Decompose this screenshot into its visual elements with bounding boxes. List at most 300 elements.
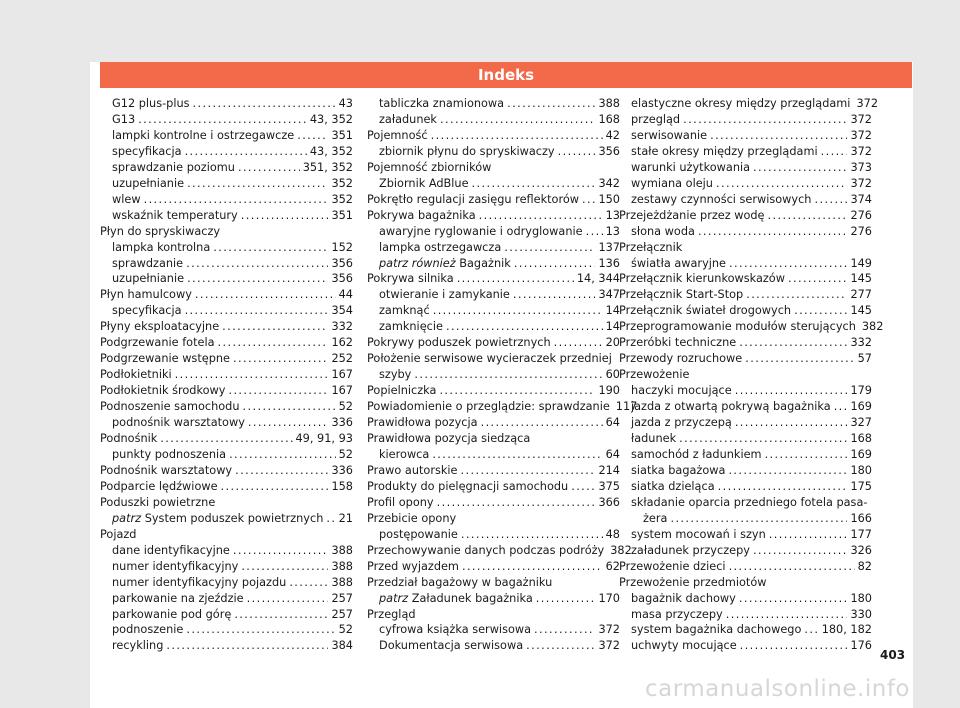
index-entry <box>100 112 353 128</box>
index-entry-label <box>379 591 533 607</box>
index-entry <box>100 415 353 431</box>
index-entry <box>367 256 620 272</box>
index-entry-text: Poduszki powietrzne <box>100 495 216 509</box>
index-entry-label <box>367 576 552 589</box>
index-entry-label <box>631 638 737 654</box>
index-entry-page: 351 <box>331 128 353 142</box>
index-entry <box>100 575 353 591</box>
index-entry <box>367 367 620 383</box>
index-entry-page: 257 <box>331 591 353 605</box>
index-entry-label <box>112 271 184 287</box>
dot-leader <box>235 463 328 479</box>
index-entry-page: 327 <box>850 416 872 430</box>
index-entry-page: 326 <box>850 543 872 557</box>
index-entry-text: sprawdzanie <box>112 256 184 270</box>
dot-leader <box>461 527 603 543</box>
index-entry-text: masa przyczepy <box>631 607 723 621</box>
index-entry-page: 44 <box>338 288 353 302</box>
index-entry-label <box>631 256 726 272</box>
index-entry-label <box>631 415 732 431</box>
index-entry <box>100 224 353 240</box>
index-entry-text: System poduszek powietrznych <box>141 511 324 525</box>
dot-leader <box>326 511 335 527</box>
index-entry-label <box>112 192 141 208</box>
index-entry-label <box>379 224 583 240</box>
index-entry-text: Pokrywy poduszek powietrznych <box>367 336 551 350</box>
index-entry-page: 57 <box>857 352 872 366</box>
dot-leader <box>213 240 328 256</box>
index-entry-text: Zbiornik AdBlue <box>379 176 469 190</box>
index-entry-text: ładunek <box>631 432 677 446</box>
index-entry-text: przegląd <box>631 112 681 126</box>
index-entry-text: Przejeżdżanie przez wodę <box>619 208 765 222</box>
dot-leader <box>462 559 603 575</box>
index-entry-page: 149 <box>850 256 872 270</box>
index-entry <box>367 463 620 479</box>
index-entry-text: Płyny eksploatacyjne <box>100 320 220 334</box>
dot-leader <box>745 351 854 367</box>
index-entry <box>100 495 353 511</box>
index-entry-page: 162 <box>331 336 353 350</box>
index-entry-page: 137 <box>598 240 620 254</box>
index-entry-text: Bagażnik <box>455 256 511 270</box>
index-entry-label <box>112 607 231 623</box>
index-entry-page: 277 <box>850 288 872 302</box>
dot-leader <box>241 559 328 575</box>
index-entry <box>100 256 353 272</box>
index-entry <box>619 399 872 415</box>
index-entry-page: 356 <box>331 272 353 286</box>
index-entry <box>619 415 872 431</box>
index-entry-text: Prawidłowa pozycja siedząca <box>367 432 531 446</box>
index-entry-label <box>379 527 458 543</box>
index-entry-text: Podłokietniki <box>100 368 172 382</box>
index-entry-label <box>112 144 182 160</box>
index-entry-label <box>367 208 476 224</box>
dot-leader <box>735 415 848 431</box>
index-entry <box>619 607 872 623</box>
dot-leader <box>457 271 574 287</box>
index-entry <box>100 240 353 256</box>
index-entry <box>100 511 353 527</box>
index-entry <box>367 399 638 415</box>
index-entry-text: podnośnik warsztatowy <box>112 416 245 430</box>
index-entry-page: 42 <box>605 128 620 142</box>
index-entry-page: 64 <box>605 416 620 430</box>
index-entry-text: Podnośnik <box>100 432 158 446</box>
cross-reference-prefix: patrz <box>379 591 409 605</box>
dot-leader <box>571 479 595 495</box>
index-entry-text: Przed wyjazdem <box>367 559 459 573</box>
index-entry <box>367 591 620 607</box>
index-entry-text: Podnoszenie samochodu <box>100 400 240 414</box>
index-entry-label <box>100 225 220 238</box>
index-entry <box>100 96 353 112</box>
index-entry-page: 21 <box>338 511 353 525</box>
index-entry-label <box>367 432 530 445</box>
index-entry-label <box>367 479 568 495</box>
index-entry <box>100 607 353 623</box>
index-entry-page: 168 <box>598 112 620 126</box>
index-entry-label <box>367 192 579 208</box>
index-entry-page: 62 <box>605 559 620 573</box>
index-entry-text: siatka bagażowa <box>631 463 726 477</box>
index-entry-label <box>619 303 791 319</box>
index-entry-text: elastyczne okresy między przeglądami <box>631 97 851 110</box>
dot-leader <box>193 96 336 112</box>
index-entry-label <box>367 335 551 351</box>
index-entry-page: 52 <box>338 400 353 414</box>
index-entry-text: Przebicie opony <box>367 511 457 525</box>
dot-leader <box>698 224 848 240</box>
dot-leader <box>186 622 335 638</box>
index-entry-label <box>112 415 245 431</box>
index-entry-text: bagażnik dachowy <box>631 591 736 605</box>
index-entry-page: 257 <box>331 607 353 621</box>
dot-leader <box>514 256 596 272</box>
index-entry <box>100 319 353 335</box>
index-entry <box>619 495 872 511</box>
index-entry-label <box>100 399 240 415</box>
index-entry <box>100 303 353 319</box>
dot-leader <box>218 335 329 351</box>
index-entry-page: 388 <box>598 97 620 110</box>
dot-leader <box>513 287 596 303</box>
index-entry <box>100 527 353 543</box>
dot-leader <box>740 638 848 654</box>
index-entry-label <box>112 543 230 559</box>
index-entry-page: 49, 91, 93 <box>295 432 353 446</box>
index-entry-label <box>631 463 725 479</box>
index-entry-text: Prawo autorskie <box>367 463 458 477</box>
index-entry-text: Profil opony <box>367 495 434 509</box>
dot-leader <box>746 287 847 303</box>
index-entry-page: 372 <box>850 144 872 158</box>
dot-leader <box>481 415 603 431</box>
dot-leader <box>728 463 847 479</box>
index-entry-label <box>379 303 430 319</box>
index-entry <box>100 160 353 176</box>
dot-leader <box>241 208 329 224</box>
index-entry-label <box>100 479 218 495</box>
index-entry <box>619 431 872 447</box>
index-entry-label <box>112 575 286 591</box>
index-entry-text: Załadunek bagażnika <box>408 591 533 605</box>
index-entry-text: wskaźnik temperatury <box>112 208 238 222</box>
index-entry <box>100 144 353 160</box>
index-entry-page: 180 <box>850 591 872 605</box>
index-entry-text: Podgrzewanie fotela <box>100 336 215 350</box>
index-entry-text: wlew <box>112 192 141 206</box>
index-entry-page: 167 <box>331 368 353 382</box>
index-entry-text: Pokrywa bagażnika <box>367 208 476 222</box>
index-entry-label <box>631 383 732 399</box>
index-entry-label <box>100 287 192 303</box>
index-entry <box>100 591 353 607</box>
index-entry-text: Przewożenie dzieci <box>619 559 726 573</box>
index-entry <box>367 607 620 623</box>
index-entry-text: Pojazd <box>100 527 137 541</box>
index-entry-text: haczyki mocujące <box>631 384 732 398</box>
dot-leader <box>753 160 847 176</box>
dot-leader <box>185 303 329 319</box>
index-entry-text: Płyn hamulcowy <box>100 288 192 302</box>
index-entry <box>619 176 872 192</box>
dot-leader <box>289 575 328 591</box>
index-entry-page: 180 <box>850 463 872 477</box>
index-entry <box>619 144 872 160</box>
index-entry-label <box>619 368 689 381</box>
index-entry-text: Przedział bagażowy w bagażniku <box>367 575 553 589</box>
index-entry-text: samochód z ładunkiem <box>631 447 762 461</box>
index-entry-label <box>379 96 504 112</box>
index-entry <box>619 287 872 303</box>
index-entry-page: 166 <box>850 511 872 525</box>
dot-leader <box>439 383 595 399</box>
index-entry-page: 347 <box>598 288 620 302</box>
index-entry <box>367 415 620 431</box>
dot-leader <box>670 511 847 527</box>
index-entry-text: numer identyfikacyjny pojazdu <box>112 575 287 589</box>
index-entry <box>367 112 620 128</box>
index-entry-text: światła awaryjne <box>631 256 727 270</box>
index-entry <box>100 176 353 192</box>
index-entry-page: 48 <box>605 527 620 541</box>
index-entry-label <box>631 496 867 509</box>
dot-leader <box>433 303 603 319</box>
dot-leader <box>729 256 847 272</box>
index-entry-text: uchwyty mocujące <box>631 639 737 653</box>
dot-leader <box>739 335 847 351</box>
dot-leader <box>160 431 292 447</box>
cross-reference-prefix: patrz również <box>379 256 456 270</box>
dot-leader <box>768 208 848 224</box>
index-entry-page: 145 <box>850 272 872 286</box>
index-entry-label <box>619 271 785 287</box>
index-entry-page: 145 <box>850 304 872 318</box>
dot-leader <box>814 192 847 208</box>
index-entry-text: Przełącznik kierunkowskazów <box>619 272 785 286</box>
index-entry <box>367 240 620 256</box>
index-entry-text: awaryjne ryglowanie i odryglowanie <box>379 224 583 238</box>
index-entry-text: lampka ostrzegawcza <box>379 240 502 254</box>
index-entry-page: 388 <box>331 575 353 589</box>
index-entry-page: 372 <box>850 112 872 126</box>
dot-leader <box>739 591 848 607</box>
index-entry-text: załadunek przyczepy <box>631 543 750 557</box>
index-entry-page: 332 <box>331 320 353 334</box>
index-column-2 <box>367 96 638 654</box>
index-entry-label <box>367 543 604 559</box>
index-entry <box>100 431 353 447</box>
index-entry <box>367 208 620 224</box>
index-entry <box>619 591 872 607</box>
index-entry-label <box>100 528 136 541</box>
index-entry-page: 180, 182 <box>821 623 872 637</box>
index-entry <box>619 559 872 575</box>
dot-leader <box>446 319 603 335</box>
index-entry <box>619 638 872 654</box>
index-entry <box>100 367 353 383</box>
index-entry-label <box>112 303 182 319</box>
index-entry-label <box>631 479 715 495</box>
index-entry-label <box>631 224 695 240</box>
index-entry-label <box>100 351 230 367</box>
index-entry-page: 356 <box>598 144 620 158</box>
index-entry <box>619 463 872 479</box>
index-entry-label <box>619 559 726 575</box>
dot-leader <box>729 559 855 575</box>
index-entry-page: 14, 344 <box>576 272 620 286</box>
index-entry-label <box>367 352 612 365</box>
dot-leader <box>534 622 595 638</box>
index-entry-page: 374 <box>850 192 872 206</box>
dot-leader <box>821 144 848 160</box>
index-entry <box>619 160 872 176</box>
dot-leader <box>186 256 328 272</box>
dot-leader <box>753 543 848 559</box>
dot-leader <box>431 128 603 144</box>
index-entry-label <box>379 319 443 335</box>
index-entry-text: system mocowań i szyn <box>631 527 766 541</box>
dot-leader <box>834 399 848 415</box>
index-entry-label <box>379 447 429 463</box>
index-entry-text: jazda z przyczepą <box>631 416 732 430</box>
index-entry-page: 117 <box>615 400 638 414</box>
index-entry-page: 150 <box>598 192 620 206</box>
index-entry-text: Prawidłowa pozycja <box>367 416 478 430</box>
index-entry-page: 82 <box>857 559 872 573</box>
index-entry-page: 276 <box>850 224 872 238</box>
index-entry-label <box>112 160 235 176</box>
index-entry-page: 372 <box>850 128 872 142</box>
index-entry-text: system bagażnika dachowego <box>631 623 802 637</box>
index-entry-label <box>379 256 511 272</box>
index-entry <box>367 96 620 112</box>
index-entry-page: 20 <box>605 336 620 350</box>
index-entry-label <box>367 161 491 174</box>
dot-leader <box>437 495 596 511</box>
index-entry-text: siatka dzieląca <box>631 479 715 493</box>
index-entry <box>100 447 353 463</box>
index-entry-text: Przewożenie przedmiotów <box>619 575 767 589</box>
index-entry <box>367 224 620 240</box>
index-entry-text: parkowanie pod górę <box>112 607 232 621</box>
index-entry-text: Pokrętło regulacji zasięgu reflektorów <box>367 192 580 206</box>
index-entry-page: 169 <box>850 447 872 461</box>
index-entry-page: 14 <box>605 320 620 334</box>
index-entry <box>100 271 353 287</box>
dot-leader <box>233 351 328 367</box>
index-entry-page: 152 <box>331 240 353 254</box>
index-entry-label <box>619 208 765 224</box>
index-entry-text: lampka kontrolna <box>112 240 211 254</box>
dot-leader <box>243 399 336 415</box>
index-entry-page: 372 <box>850 176 872 190</box>
index-entry-label <box>367 608 416 621</box>
index-entry-text: otwieranie i zamykanie <box>379 288 510 302</box>
index-entry-page: 373 <box>850 160 872 174</box>
index-entry-text: tabliczka znamionowa <box>379 97 505 110</box>
index-entry <box>619 335 872 351</box>
index-entry <box>367 383 620 399</box>
index-entry-text: Płyn do spryskiwaczy <box>100 224 221 238</box>
dot-leader <box>726 607 848 623</box>
index-entry-page: 175 <box>850 479 872 493</box>
index-entry <box>100 335 353 351</box>
index-entry-label <box>367 495 434 511</box>
index-entry <box>100 383 353 399</box>
index-entry-text: Przełącznik świateł drogowych <box>619 304 792 318</box>
dot-leader <box>195 287 336 303</box>
index-entry <box>619 479 872 495</box>
index-entry-label <box>619 241 682 254</box>
index-entry-label <box>619 351 742 367</box>
index-entry-text: Przegląd <box>367 607 416 621</box>
index-entry-text: Dokumentacja serwisowa <box>379 639 524 653</box>
index-entry-label <box>100 431 157 447</box>
index-entry-text: cyfrowa książka serwisowa <box>379 623 532 637</box>
dot-leader <box>716 176 847 192</box>
index-entry-page: 351 <box>331 208 353 222</box>
index-entry <box>619 319 884 335</box>
index-entry <box>367 638 620 654</box>
index-entry <box>619 383 872 399</box>
index-entry-text: Przechowywanie danych podczas podróży <box>367 543 605 557</box>
dot-leader <box>234 607 328 623</box>
index-entry <box>619 303 872 319</box>
index-entry-label <box>112 176 184 192</box>
index-entry-text: specyfikacja <box>112 304 182 318</box>
dot-leader <box>554 335 603 351</box>
index-entry-text: Przewożenie <box>619 368 690 382</box>
dot-leader <box>710 128 847 144</box>
index-entry-label <box>367 271 454 287</box>
index-entry <box>100 192 353 208</box>
index-entry-text: wymiana oleju <box>631 176 713 190</box>
index-entry-page: 356 <box>331 256 353 270</box>
index-entry-page: 332 <box>850 336 872 350</box>
index-entry <box>367 351 620 367</box>
index-entry-text: Produkty do pielęgnacji samochodu <box>367 479 569 493</box>
index-entry <box>100 463 353 479</box>
index-entry-page: 168 <box>850 432 872 446</box>
index-entry-page: 388 <box>331 559 353 573</box>
index-entry-text: Pojemność <box>367 128 428 142</box>
index-entry-page: 167 <box>331 384 353 398</box>
dot-leader <box>144 192 329 208</box>
index-entry-label <box>112 240 210 256</box>
index-entry-text: warunki użytkowania <box>631 160 751 174</box>
index-entry <box>619 527 872 543</box>
index-entry-page: 276 <box>850 208 872 222</box>
index-entry-page: 64 <box>605 447 620 461</box>
index-entry-label <box>112 559 238 575</box>
index-entry-label <box>619 576 767 589</box>
index-entry-page: 60 <box>605 368 620 382</box>
index-entry-page: 372 <box>598 639 620 653</box>
dot-leader <box>479 208 603 224</box>
dot-leader <box>472 176 596 192</box>
index-entry-label <box>631 399 831 415</box>
index-entry-page: 43 <box>338 97 353 110</box>
index-entry <box>100 638 353 654</box>
index-entry <box>367 144 620 160</box>
index-entry-text: G12 plus-plus <box>112 97 190 110</box>
index-header: Indeks <box>100 62 912 88</box>
index-entry-label <box>100 335 215 351</box>
index-entry <box>367 335 620 351</box>
